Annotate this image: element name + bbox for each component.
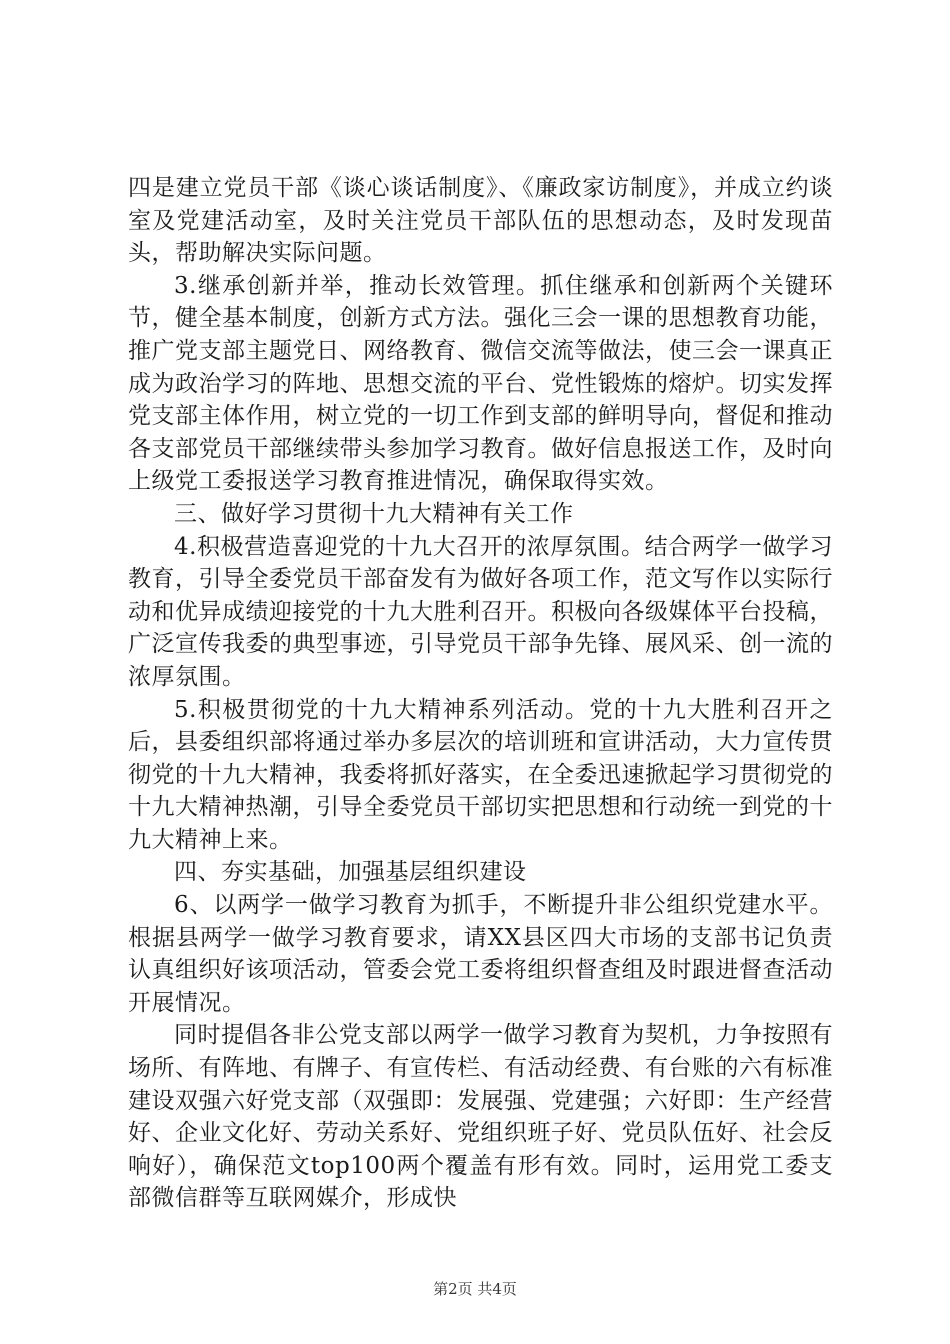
document-body <box>128 172 833 1215</box>
paragraph-item-3: 3.继承创新并举，推动长效管理。抓住继承和创新两个关键环节，健全基本制度，创新方式方法。强化三会一课的思想教育功能，推广党支部主题党日、网络教育、微信交流等做法，使三会一课真正成为政治学习的阵地、思想交流的平台、党性锻炼的熔炉。切实发挥党支部主体作用，树立党的一切工作到支部的鲜明导向，督促和推动各支部党员干部继续带头参加学习教育。做好信息报送工作，及时向上级党工委报送学习教育推进情况，确保取得实效。 <box>128 272 833 495</box>
paragraph-item-6: 6、以两学一做学习教育为抓手，不断提升非公组织党建水平。根据县两学一做学习教育要求，请XX县区四大市场的支部书记负责认真组织好该项活动，管委会党工委将组织督查组及时跟进督查活动开展情况。 <box>128 892 833 1016</box>
page-footer: 第2页 共4页 <box>433 1280 517 1298</box>
paragraph-continuation: 四是建立党员干部《谈心谈话制度》、《廉政家访制度》，并成立约谈室及党建活动室，及时关注党员干部队伍的思想动态，及时发现苗头，帮助解决实际问题。 <box>128 175 833 267</box>
section-heading-3: 三、做好学习贯彻十九大精神有关工作 <box>174 500 574 527</box>
paragraph-item-5: 5.积极贯彻党的十九大精神系列活动。党的十九大胜利召开之后，县委组织部将通过举办多层次的培训班和宣讲活动，大力宣传贯彻党的十九大精神，我委将抓好落实，在全委迅速掀起学习贯彻党的十九大精神热潮，引导全委党员干部切实把思想和行动统一到党的十九大精神上来。 <box>128 696 833 853</box>
paragraph-item-4: 4.积极营造喜迎党的十九大召开的浓厚氛围。结合两学一做学习教育，引导全委党员干部奋发有为做好各项工作，范文写作以实际行动和优异成绩迎接党的十九大胜利召开。积极向各级媒体平台投稿，广泛宣传我委的典型事迹，引导党员干部争先锋、展风采、创一流的浓厚氛围。 <box>128 533 833 690</box>
section-heading-4: 四、夯实基础，加强基层组织建设 <box>174 859 527 886</box>
paragraph-additional: 同时提倡各非公党支部以两学一做学习教育为契机，力争按照有场所、有阵地、有牌子、有宣传栏、有活动经费、有台账的六有标准建设双强六好党支部（双强即：发展强、党建强；六好即：生产经营好、企业文化好、劳动关系好、党组织班子好、党员队伍好、社会反响好），确保范文top100两个覆盖有形有效。同时，运用党工委支部微信群等互联网媒介，形成快 <box>128 1022 833 1212</box>
